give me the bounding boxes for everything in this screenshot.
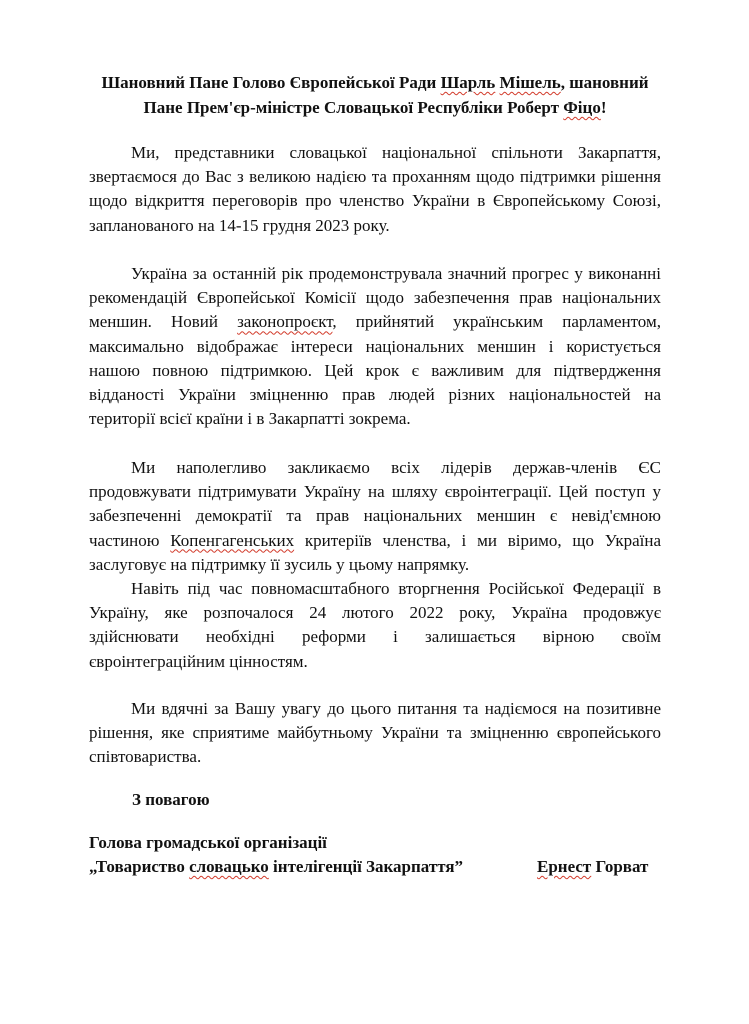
paragraph-4: Навіть під час повномасштабного вторгнення Російської Федерації в Україну, яке розпочалося 24 лютого 2022 року, Україна продовжує здійснювати необхідні реформи і залишається вірною своїм євроінтеграційним цінностям.: [89, 579, 661, 671]
paragraph-2: Україна за останній рік продемонструвала значний прогрес у виконанні рекомендацій Європейської Комісії щодо забезпечення прав національних меншин. Новий законопроєкт, прийнятий українським парламентом, максимально відображає інтереси національних меншин і користується нашою повною підтримкою. Цей крок є важливим для підтвердження відданості України зміцненню прав людей різних національностей на території всієї країни і в Закарпатті зокрема.: [89, 264, 661, 429]
organization-name: „Товариство словацько інтелігенції Закарпаття”: [89, 857, 464, 876]
flagged-word-kopenhagen: Копенгагенських: [170, 530, 295, 550]
flagged-word-ernest: Ернест: [537, 857, 592, 876]
paragraph-5: Ми вдячні за Вашу увагу до цього питання та надіємося на позитивне рішення, яке сприятиме майбутньому України та зміцненню європейського співтовариства.: [89, 699, 661, 767]
closing: З повагою: [132, 790, 210, 809]
greeting-line-1: Шановний Пане Голово Європейської Ради Шарль Мішель, шановний: [101, 73, 649, 92]
greeting-line-2: Пане Прем'єр-міністре Словацької Республіки Роберт Фіцо!: [143, 98, 607, 117]
paragraph-1: Ми, представники словацької національної спільноти Закарпаття, звертаємося до Вас з великою надією та проханням щодо підтримки рішення щодо відкриття переговорів про членство України в Європейському Союзі, запланованого на 14-15 грудня 2023 року.: [89, 143, 661, 235]
greeting: [60, 70, 690, 120]
flagged-word-slovacko: словацько: [189, 857, 269, 876]
signer-name: Ернест Горват: [537, 857, 649, 876]
paragraph-3: Ми наполегливо закликаємо всіх лідерів держав-членів ЄС продовжувати підтримувати Україну на шляху євроінтеграції. Цей поступ у забезпеченні демократії та прав національних меншин є невід'ємною частиною Копенгагенських критеріїв членства, і ми віримо, що Україна заслуговує на підтримку її зусиль у цьому напрямку.: [89, 458, 662, 574]
name-mishel: Мішель: [499, 73, 561, 92]
signature-title: Голова громадської організації: [89, 833, 327, 852]
name-sharl: Шарль: [440, 73, 496, 92]
flagged-word-zakonoproekt: законопроєкт: [237, 312, 333, 332]
name-fico: Фіцо: [563, 98, 601, 117]
